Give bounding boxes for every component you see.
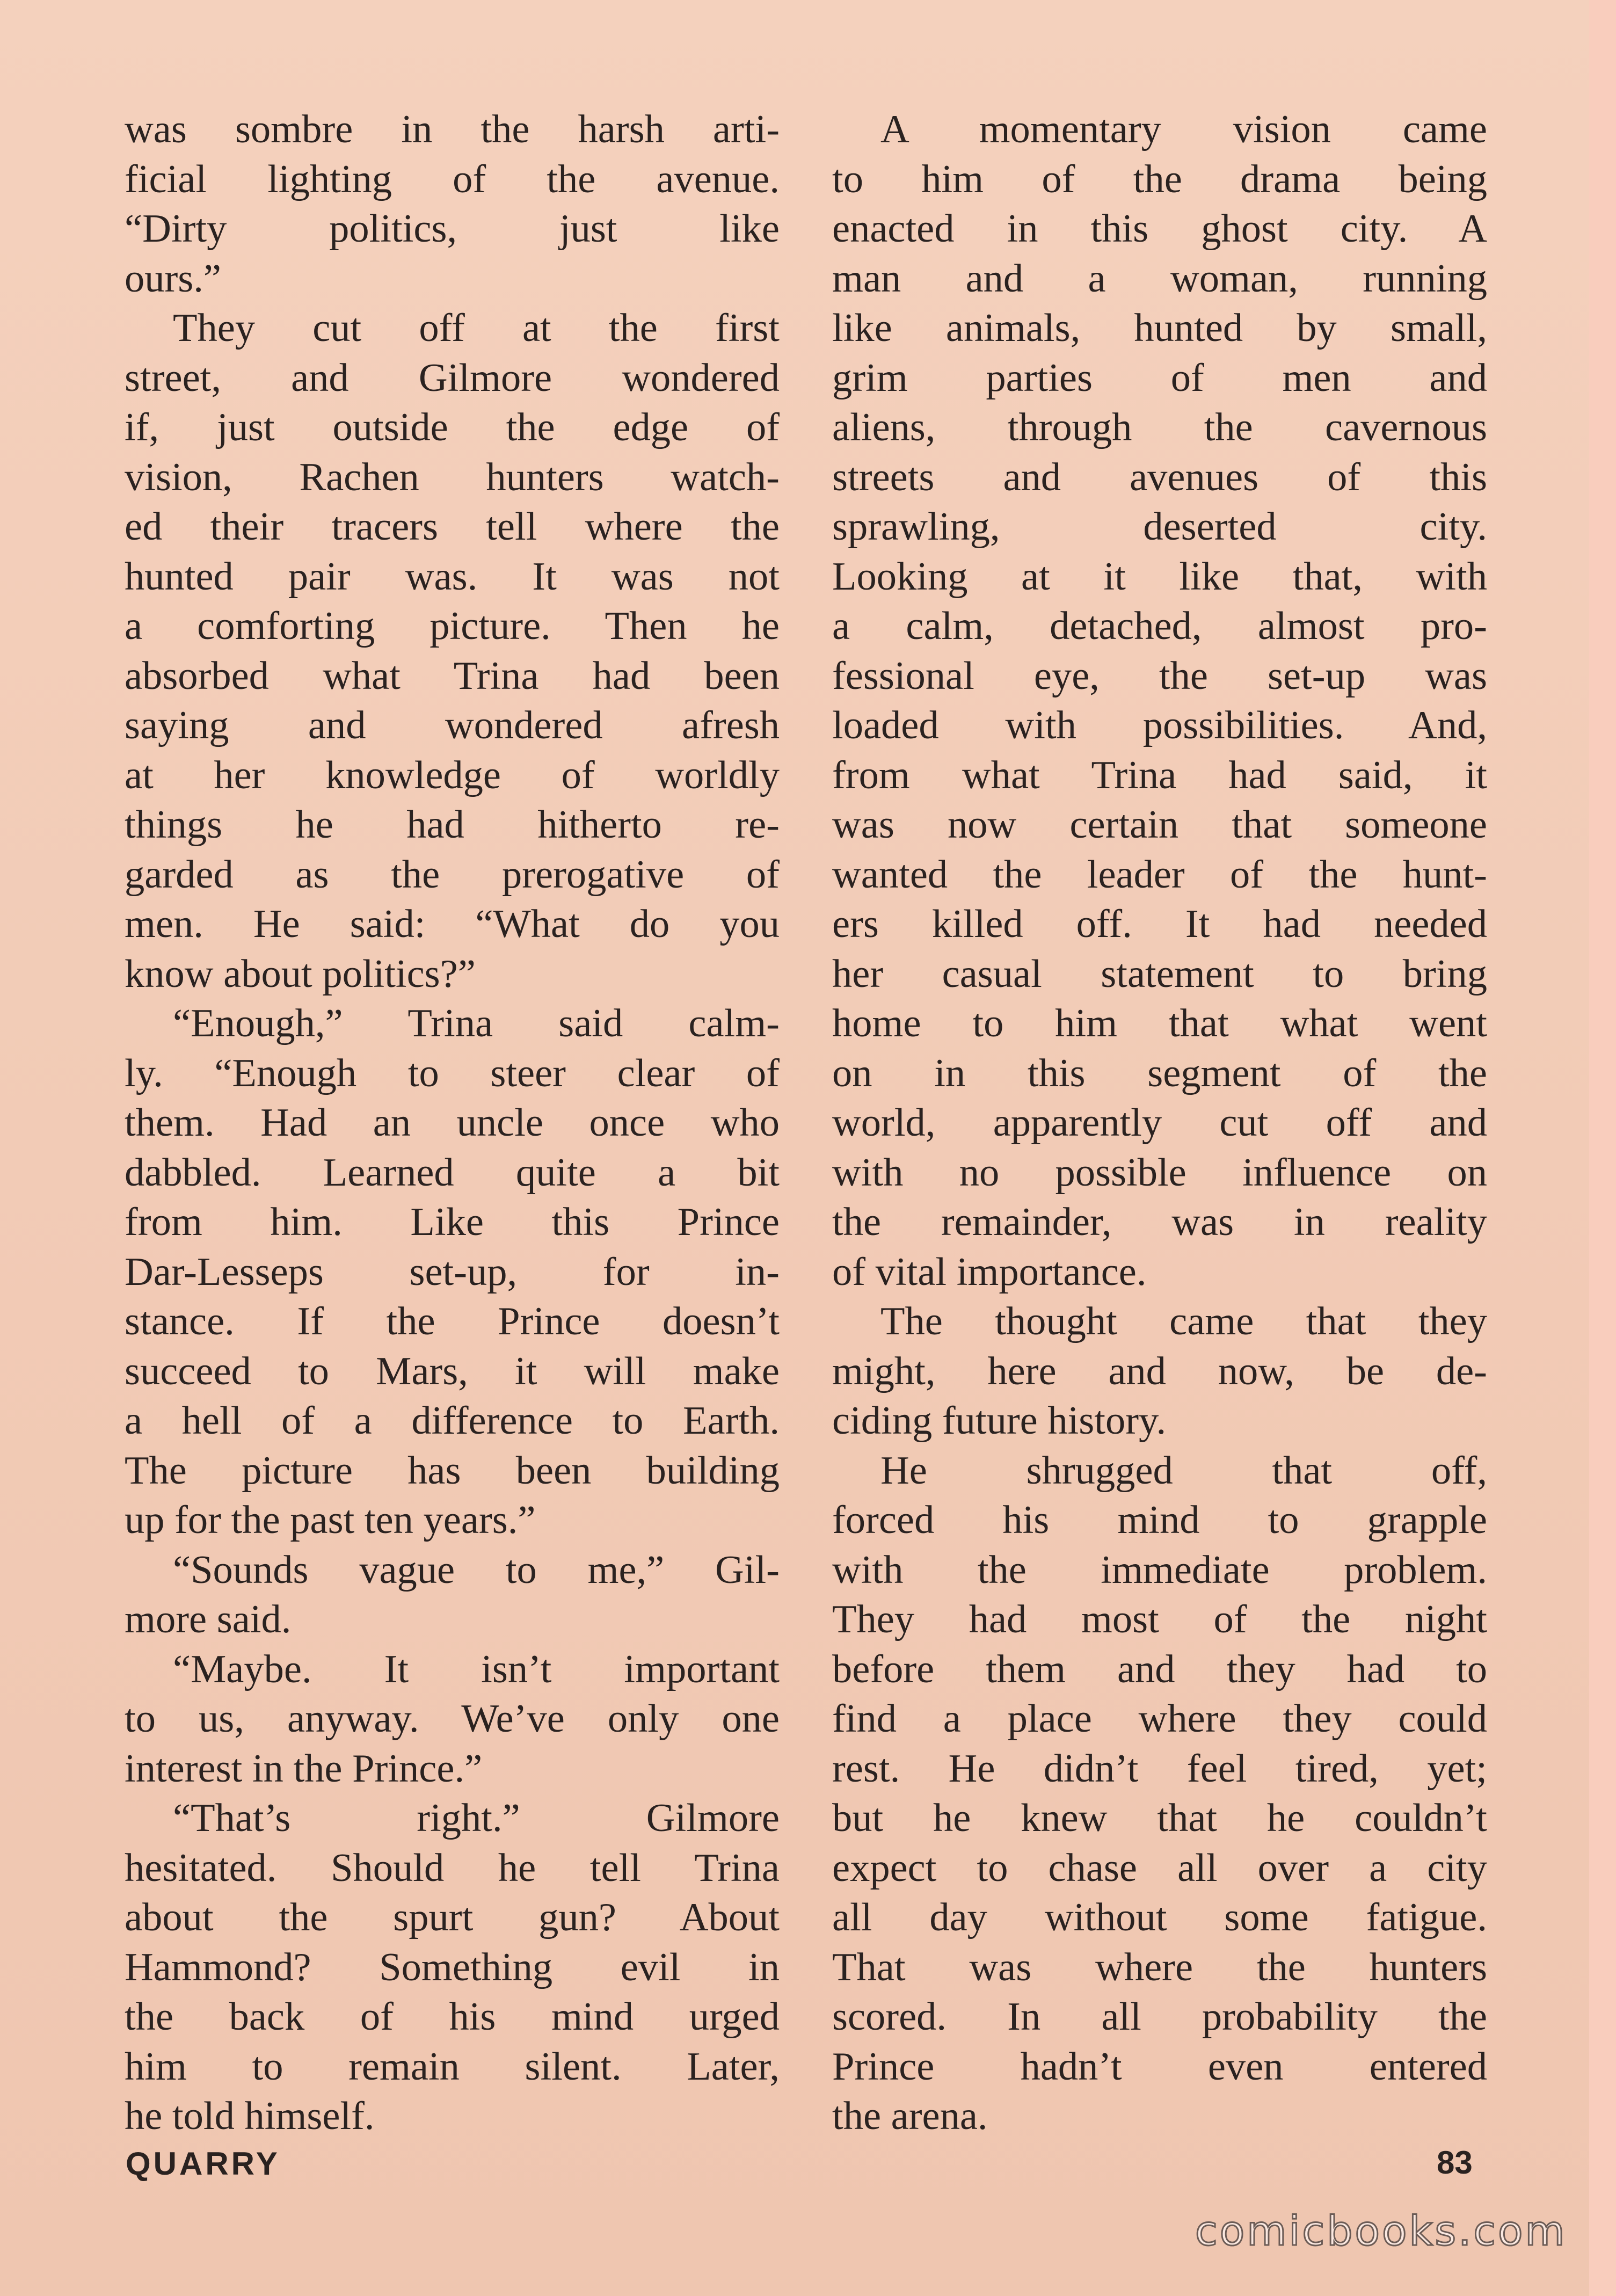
text-line: He shrugged that off, bbox=[880, 1448, 1487, 1493]
text-line: with no possible influence on bbox=[832, 1150, 1487, 1195]
text-line: hunted pair was. It was not bbox=[125, 554, 780, 599]
text-line: “Dirty politics, just like bbox=[125, 207, 780, 251]
text-line: was now certain that someone bbox=[832, 803, 1487, 847]
text-line: “Enough,” Trina said calm- bbox=[173, 1001, 780, 1045]
text-line: him to remain silent. Later, bbox=[125, 2044, 780, 2089]
text-line: forced his mind to grapple bbox=[832, 1498, 1487, 1542]
watermark: comicbooks.com bbox=[1195, 2207, 1567, 2255]
page-number: 83 bbox=[1437, 2145, 1473, 2181]
text-line: ly. “Enough to steer clear of bbox=[125, 1051, 780, 1095]
text-line: at her knowledge of worldly bbox=[125, 753, 780, 797]
text-line: rest. He didn’t feel tired, yet; bbox=[832, 1746, 1487, 1791]
text-line: home to him that what went bbox=[832, 1001, 1487, 1045]
text-line: absorbed what Trina had been bbox=[125, 653, 780, 698]
text-line: street, and Gilmore wondered bbox=[125, 355, 780, 400]
text-line: her casual statement to bring bbox=[832, 951, 1487, 996]
text-line: ers killed off. It had needed bbox=[832, 902, 1487, 946]
text-line: They cut off at the first bbox=[173, 306, 780, 350]
text-line: a hell of a difference to Earth. bbox=[125, 1399, 780, 1443]
text-line: Dar-Lesseps set-up, for in- bbox=[125, 1249, 780, 1294]
text-line: grim parties of men and bbox=[832, 355, 1487, 400]
text-line: men. He said: “What do you bbox=[125, 902, 780, 946]
text-line: The picture has been building bbox=[125, 1448, 780, 1493]
text-line: aliens, through the cavernous bbox=[832, 405, 1487, 449]
text-column-left bbox=[125, 105, 780, 2141]
text-line: sprawling, deserted city. bbox=[832, 505, 1487, 549]
text-line: but he knew that he couldn’t bbox=[832, 1796, 1487, 1840]
text-line: a comforting picture. Then he bbox=[125, 604, 780, 648]
text-line: vision, Rachen hunters watch- bbox=[125, 455, 780, 499]
text-line: They had most of the night bbox=[832, 1597, 1487, 1641]
text-line: know about politics?” bbox=[125, 951, 476, 996]
text-line: hesitated. Should he tell Trina bbox=[125, 1845, 780, 1890]
text-line: That was where the hunters bbox=[832, 1945, 1487, 1989]
text-line: the remainder, was in reality bbox=[832, 1200, 1487, 1244]
text-line: enacted in this ghost city. A bbox=[832, 207, 1487, 251]
text-line: a calm, detached, almost pro- bbox=[832, 604, 1487, 648]
text-line: stance. If the Prince doesn’t bbox=[125, 1299, 780, 1343]
page-edge bbox=[1589, 0, 1616, 2296]
text-line: “That’s right.” Gilmore bbox=[173, 1796, 780, 1840]
text-line: loaded with possibilities. And, bbox=[832, 703, 1487, 747]
text-line: scored. In all probability the bbox=[832, 1995, 1487, 2039]
text-line: dabbled. Learned quite a bit bbox=[125, 1150, 780, 1195]
text-line: The thought came that they bbox=[880, 1299, 1487, 1343]
text-line: garded as the prerogative of bbox=[125, 852, 780, 897]
text-line: saying and wondered afresh bbox=[125, 703, 780, 747]
text-line: to us, anyway. We’ve only one bbox=[125, 1697, 780, 1741]
text-line: was sombre in the harsh arti- bbox=[125, 107, 780, 151]
text-line: the back of his mind urged bbox=[125, 1995, 780, 2039]
text-line: with the immediate problem. bbox=[832, 1547, 1487, 1592]
text-line: succeed to Mars, it will make bbox=[125, 1349, 780, 1393]
text-line: from him. Like this Prince bbox=[125, 1200, 780, 1244]
text-line: up for the past ten years.” bbox=[125, 1498, 536, 1542]
text-line: the arena. bbox=[832, 2094, 988, 2138]
text-column-right bbox=[832, 105, 1487, 2141]
text-line: more said. bbox=[125, 1597, 292, 1641]
text-line: Hammond? Something evil in bbox=[125, 1945, 780, 1989]
text-line: might, here and now, be de- bbox=[832, 1349, 1487, 1393]
text-line: interest in the Prince.” bbox=[125, 1746, 483, 1791]
text-line: all day without some fatigue. bbox=[832, 1895, 1487, 1939]
text-line: man and a woman, running bbox=[832, 256, 1487, 301]
text-line: streets and avenues of this bbox=[832, 455, 1487, 499]
text-line: find a place where they could bbox=[832, 1697, 1487, 1741]
text-line: ed their tracers tell where the bbox=[125, 505, 780, 549]
text-line: ours.” bbox=[125, 256, 221, 301]
text-line: world, apparently cut off and bbox=[832, 1101, 1487, 1145]
text-line: “Sounds vague to me,” Gil- bbox=[173, 1547, 780, 1592]
text-line: A momentary vision came bbox=[880, 107, 1487, 151]
text-line: if, just outside the edge of bbox=[125, 405, 780, 449]
text-line: he told himself. bbox=[125, 2094, 375, 2138]
text-line: things he had hitherto re- bbox=[125, 803, 780, 847]
text-line: expect to chase all over a city bbox=[832, 1845, 1487, 1890]
text-line: wanted the leader of the hunt- bbox=[832, 852, 1487, 897]
text-line: Prince hadn’t even entered bbox=[832, 2044, 1487, 2089]
text-line: ciding future history. bbox=[832, 1399, 1167, 1443]
text-line: ficial lighting of the avenue. bbox=[125, 157, 780, 201]
text-line: them. Had an uncle once who bbox=[125, 1101, 780, 1145]
text-line: to him of the drama being bbox=[832, 157, 1487, 201]
text-line: like animals, hunted by small, bbox=[832, 306, 1487, 350]
footer-magazine-title: QUARRY bbox=[126, 2146, 280, 2182]
text-line: from what Trina had said, it bbox=[832, 753, 1487, 797]
text-line: on in this segment of the bbox=[832, 1051, 1487, 1095]
text-line: before them and they had to bbox=[832, 1647, 1487, 1691]
text-line: Looking at it like that, with bbox=[832, 554, 1487, 599]
text-line: fessional eye, the set-up was bbox=[832, 653, 1487, 698]
text-line: of vital importance. bbox=[832, 1249, 1147, 1294]
text-line: about the spurt gun? About bbox=[125, 1895, 780, 1939]
text-line: “Maybe. It isn’t important bbox=[173, 1647, 780, 1691]
